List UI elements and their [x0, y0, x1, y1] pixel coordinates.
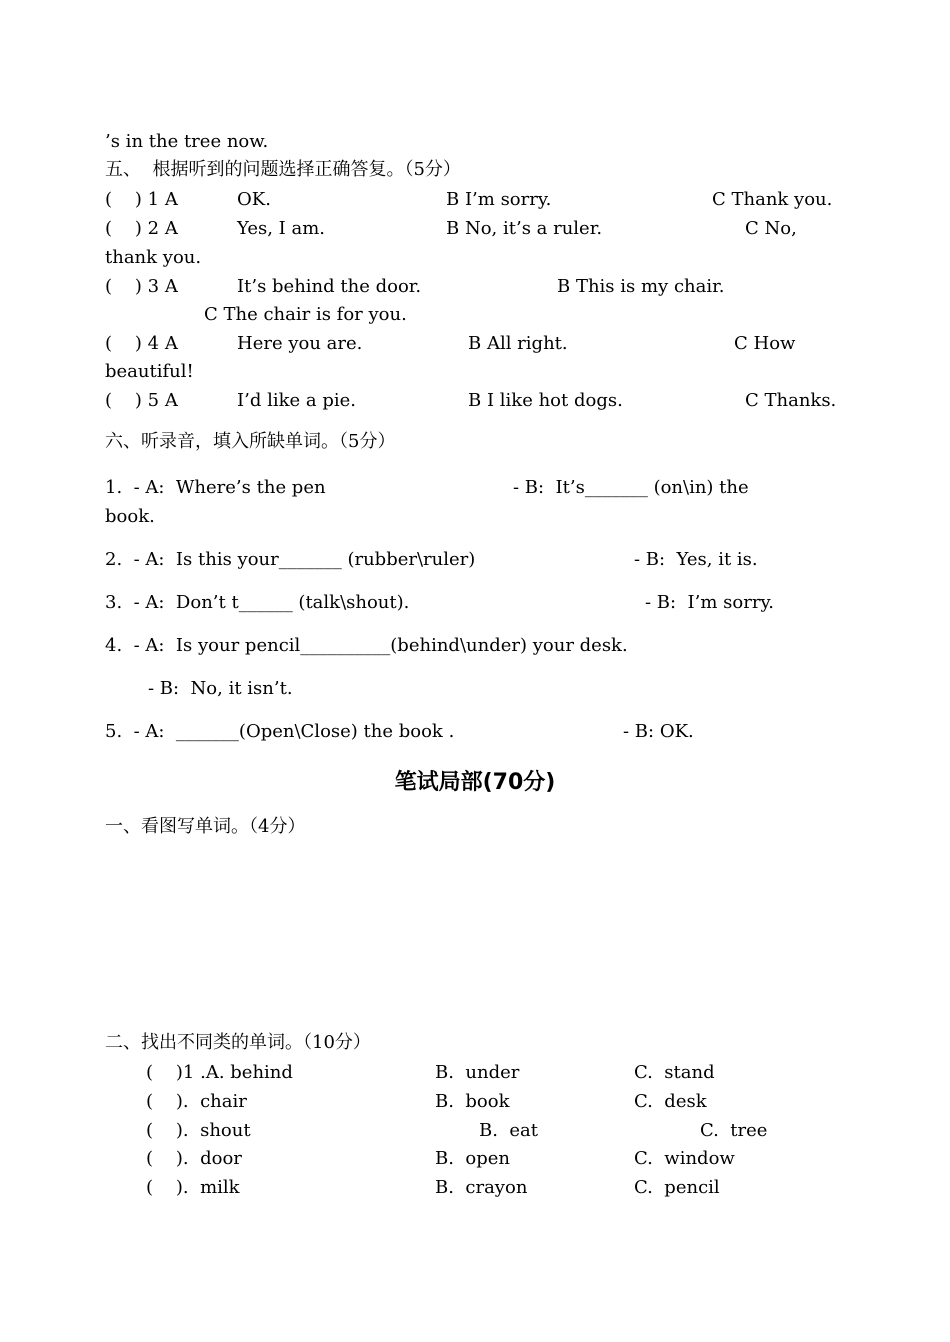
- option-b: B No, it’s a ruler.: [446, 218, 603, 239]
- option-c: C The chair is for you.: [204, 304, 407, 325]
- option-c: C No,: [745, 218, 797, 239]
- q1-b: - B: It’s_______ (on\in) the: [513, 477, 749, 498]
- q1-cont: book.: [105, 506, 155, 527]
- option-a: OK.: [237, 189, 271, 210]
- item-prefix: ( ) 1 A: [105, 189, 178, 210]
- row-option-b: B. book: [435, 1091, 510, 1112]
- top-fragment: ’s in the tree now.: [105, 131, 269, 152]
- row-option-c: C. pencil: [634, 1177, 720, 1198]
- option-a: Yes, I am.: [237, 218, 326, 239]
- option-c-cont: beautiful!: [105, 361, 194, 382]
- option-c-cont: thank you.: [105, 247, 202, 268]
- row-option-b: B. eat: [479, 1120, 539, 1141]
- written-sec1-heading: 一、看图写单词。（4分）: [105, 816, 306, 837]
- section5-heading: 五、 根据听到的问题选择正确答复。（5分）: [105, 159, 461, 180]
- option-a: Here you are.: [237, 333, 363, 354]
- section6-heading: 六、听录音，填入所缺单词。（5分）: [105, 431, 396, 452]
- q2-b: - B: Yes, it is.: [634, 549, 758, 570]
- q1-a: 1. - A: Where’s the pen: [105, 477, 326, 498]
- row-prefix: ( ). chair: [146, 1091, 247, 1112]
- option-b: B This is my chair.: [557, 276, 725, 297]
- row-option-c: C. tree: [700, 1120, 768, 1141]
- item-prefix: ( ) 3 A: [105, 276, 178, 297]
- written-sec2-heading: 二、找出不同类的单词。（10分）: [105, 1032, 371, 1053]
- q3-b: - B: I’m sorry.: [645, 592, 774, 613]
- option-b: B I’m sorry.: [446, 189, 552, 210]
- q3-a: 3. - A: Don’t t______ (talk\shout).: [105, 592, 410, 613]
- option-b: B All right.: [468, 333, 568, 354]
- item-prefix: ( ) 2 A: [105, 218, 178, 239]
- row-option-b: B. crayon: [435, 1177, 528, 1198]
- row-option-c: C. stand: [634, 1062, 715, 1083]
- item-prefix: ( ) 4 A: [105, 333, 178, 354]
- q4-b: - B: No, it isn’t.: [148, 678, 293, 699]
- option-a: It’s behind the door.: [237, 276, 422, 297]
- option-c: C How: [734, 333, 796, 354]
- written-section-title: 笔试局部(70分): [394, 770, 556, 795]
- row-option-b: B. open: [435, 1148, 510, 1169]
- option-c: C Thanks.: [745, 390, 837, 411]
- row-prefix: ( ). milk: [146, 1177, 240, 1198]
- q2-a: 2. - A: Is this your_______ (rubber\ruler): [105, 549, 476, 570]
- option-b: B I like hot dogs.: [468, 390, 623, 411]
- option-c: C Thank you.: [712, 189, 833, 210]
- q5-b: - B: OK.: [623, 721, 694, 742]
- row-prefix: ( ). shout: [146, 1120, 251, 1141]
- item-prefix: ( ) 5 A: [105, 390, 178, 411]
- q5-a: 5. - A: _______(Open\Close) the book .: [105, 721, 455, 742]
- row-option-b: B. under: [435, 1062, 520, 1083]
- q4-a: 4. - A: Is your pencil__________(behind\under) your desk.: [105, 635, 628, 656]
- row-option-c: C. window: [634, 1148, 735, 1169]
- row-prefix: ( )1 .A. behind: [146, 1062, 293, 1083]
- option-a: I’d like a pie.: [237, 390, 356, 411]
- row-prefix: ( ). door: [146, 1148, 242, 1169]
- row-option-c: C. desk: [634, 1091, 707, 1112]
